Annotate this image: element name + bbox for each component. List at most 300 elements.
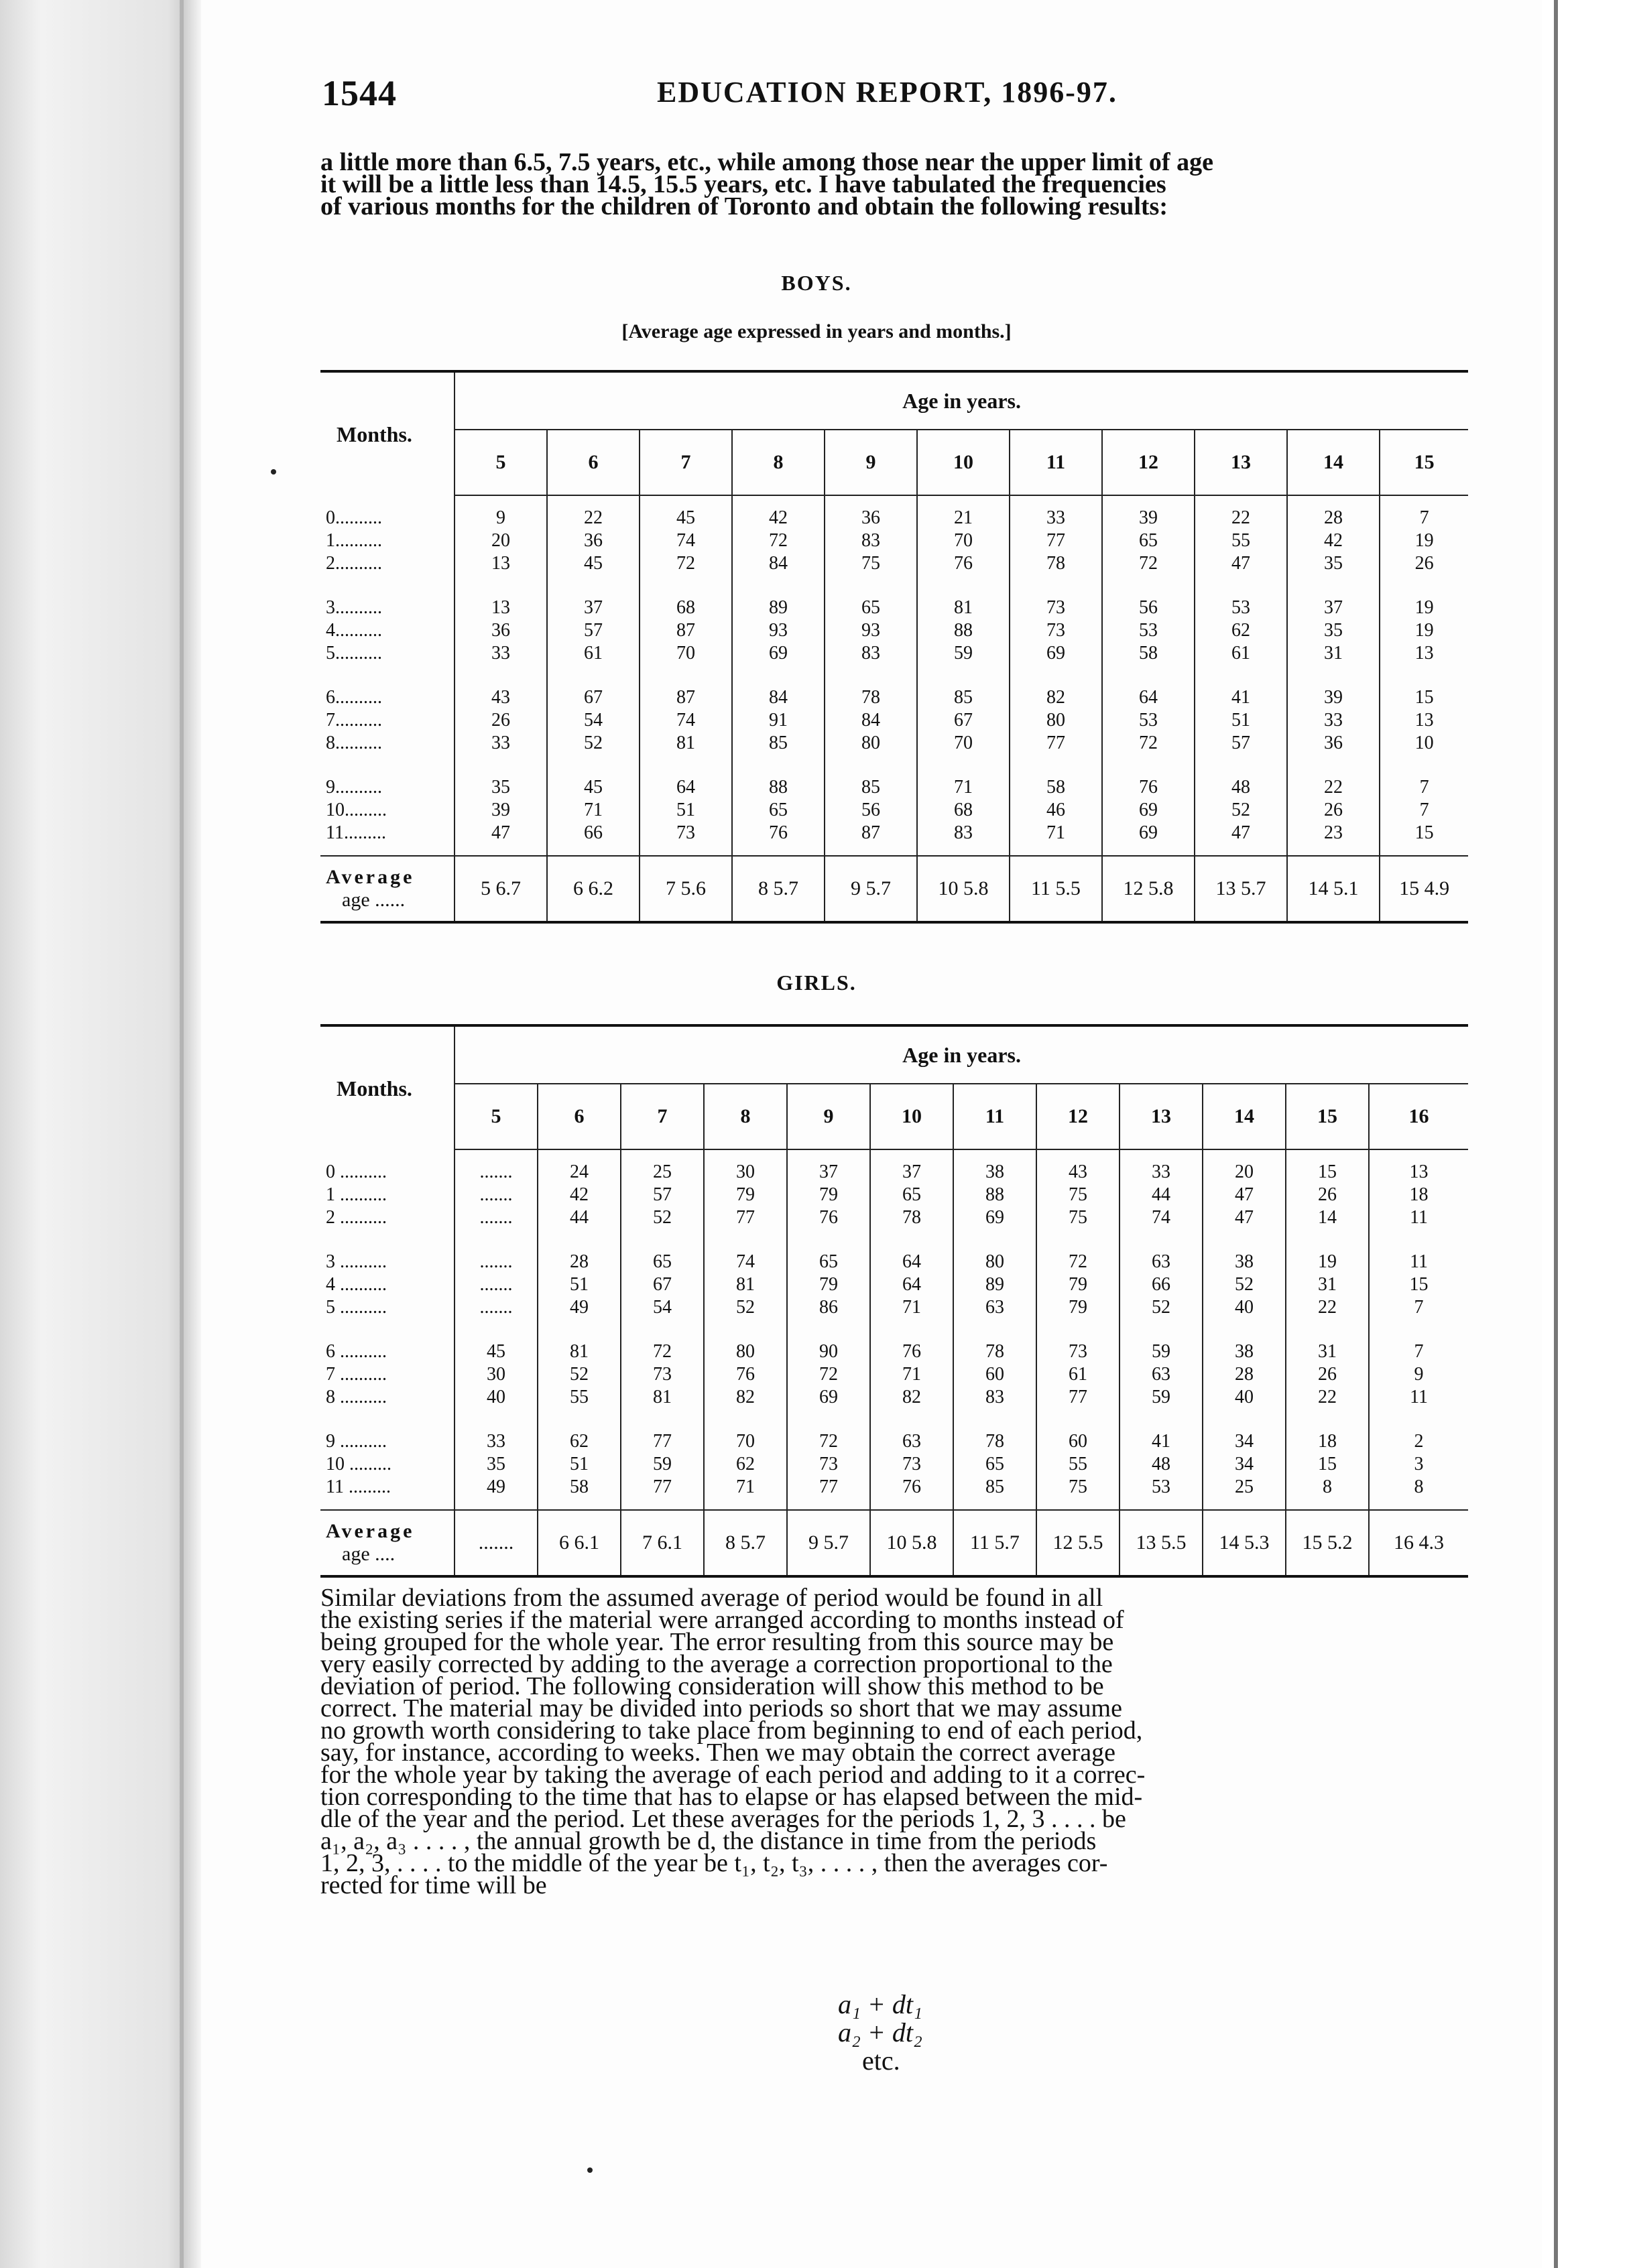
frequency-value: 28 — [1235, 1364, 1254, 1385]
girls-frequency-cell — [953, 1330, 1036, 1420]
intro-paragraph — [320, 148, 1467, 220]
frequency-value: 82 — [736, 1387, 755, 1407]
boys-age-column-header: 7 — [640, 430, 732, 495]
boys-age-column-header: 9 — [825, 430, 917, 495]
boys-frequency-cell — [455, 765, 547, 856]
frequency-value: 65 — [902, 1184, 921, 1205]
frequency-value: 73 — [1046, 597, 1065, 618]
boys-frequency-cell — [1195, 495, 1287, 586]
frequency-value: 28 — [570, 1251, 589, 1272]
frequency-value: 83 — [861, 643, 880, 664]
girls-age-column-header: 9 — [787, 1084, 870, 1149]
frequency-value: 19 — [1318, 1251, 1337, 1272]
frequency-value: 85 — [769, 733, 788, 753]
frequency-value: 73 — [902, 1454, 921, 1474]
frequency-value: 93 — [861, 620, 880, 641]
frequency-value: 75 — [861, 553, 880, 574]
boys-month-labels — [320, 765, 455, 856]
boys-frequency-cell — [1010, 676, 1102, 765]
frequency-value: 31 — [1318, 1274, 1337, 1295]
girls-frequency-cell — [704, 1240, 787, 1330]
frequency-value: 53 — [1139, 620, 1158, 641]
frequency-value: 79 — [1069, 1297, 1087, 1318]
frequency-value: 72 — [819, 1431, 838, 1452]
girls-average-row — [320, 1510, 1468, 1576]
girls-age-column-header: 13 — [1120, 1084, 1203, 1149]
frequency-value: 70 — [954, 530, 973, 551]
page-number: 1544 — [322, 73, 397, 113]
frequency-value: 58 — [1046, 777, 1065, 798]
girls-frequency-cell — [455, 1240, 538, 1330]
girls-average-value: ....... — [455, 1510, 538, 1576]
girls-average-value: 8 5.7 — [704, 1510, 787, 1576]
girls-average-value: 9 5.7 — [787, 1510, 870, 1576]
frequency-value: 90 — [819, 1341, 838, 1362]
frequency-value: 83 — [954, 822, 973, 843]
girls-month-labels — [320, 1240, 455, 1330]
running-head: EDUCATION REPORT, 1896-97. — [657, 76, 1117, 109]
girls-frequency-cell — [704, 1330, 787, 1420]
frequency-value: 7 — [1419, 800, 1429, 820]
frequency-value: 54 — [584, 710, 603, 731]
frequency-value: 64 — [902, 1251, 921, 1272]
frequency-value: 69 — [985, 1207, 1004, 1228]
frequency-value: 55 — [570, 1387, 589, 1407]
frequency-value: 37 — [902, 1161, 921, 1182]
boys-frequency-cell — [1010, 586, 1102, 676]
average-label-word: age .... — [342, 1543, 396, 1565]
month-label: 11 ......... — [326, 1476, 391, 1497]
frequency-value: ....... — [479, 1297, 513, 1318]
girls-frequency-cell — [1120, 1149, 1203, 1240]
frequency-value: 37 — [819, 1161, 838, 1182]
girls-age-column-header: 12 — [1036, 1084, 1120, 1149]
month-label: 2.......... — [326, 552, 382, 574]
month-label: 8 .......... — [326, 1387, 387, 1407]
frequency-value: 76 — [902, 1476, 921, 1497]
frequency-value: 39 — [1139, 507, 1158, 528]
girls-frequency-cell — [1369, 1420, 1468, 1510]
frequency-value: 78 — [985, 1431, 1004, 1452]
frequency-value: 74 — [1152, 1207, 1170, 1228]
correction-formula — [838, 1991, 922, 2075]
boys-frequency-cell — [1380, 495, 1468, 586]
frequency-value: 7 — [1414, 1297, 1424, 1318]
frequency-value: 52 — [1231, 800, 1250, 820]
boys-caption: BOYS. — [781, 271, 852, 295]
boys-frequency-cell — [917, 586, 1010, 676]
boys-frequency-cell — [1380, 586, 1468, 676]
frequency-value: 38 — [1235, 1341, 1254, 1362]
girls-average-value: 15 5.2 — [1286, 1510, 1369, 1576]
frequency-value: 65 — [653, 1251, 672, 1272]
boys-frequency-cell — [1102, 495, 1195, 586]
boys-frequency-cell — [1010, 765, 1102, 856]
frequency-value: 73 — [1069, 1341, 1087, 1362]
body-line: tion corresponding to the time that has to elapse or has elapsed between the mid- — [320, 1783, 1143, 1811]
frequency-value: 39 — [491, 800, 510, 820]
frequency-value: 13 — [491, 597, 510, 618]
boys-subcaption: [Average age expressed in years and months.] — [621, 320, 1012, 342]
page-header — [322, 72, 1488, 119]
frequency-value: 56 — [1139, 597, 1158, 618]
frequency-value: 51 — [676, 800, 695, 820]
boys-frequency-cell — [1287, 765, 1380, 856]
frequency-value: 78 — [861, 687, 880, 708]
frequency-value: 31 — [1324, 643, 1343, 664]
boys-average-value: 14 5.1 — [1287, 856, 1380, 922]
boys-frequency-cell — [825, 586, 917, 676]
frequency-value: 83 — [861, 530, 880, 551]
frequency-value: 14 — [1318, 1207, 1337, 1228]
frequency-value: 55 — [1231, 530, 1250, 551]
frequency-value: 77 — [736, 1207, 755, 1228]
frequency-value: 83 — [985, 1387, 1004, 1407]
boys-age-column-header: 11 — [1010, 430, 1102, 495]
boys-frequency-cell — [1102, 676, 1195, 765]
frequency-value: 69 — [1139, 800, 1158, 820]
frequency-value: 35 — [1324, 553, 1343, 574]
frequency-value: 9 — [496, 507, 505, 528]
frequency-value: 78 — [985, 1341, 1004, 1362]
frequency-value: 76 — [819, 1207, 838, 1228]
frequency-value: 35 — [491, 777, 510, 798]
frequency-value: 68 — [676, 597, 695, 618]
frequency-value: ....... — [479, 1161, 513, 1182]
frequency-value: 19 — [1414, 597, 1434, 618]
month-label: 7 .......... — [326, 1364, 387, 1385]
month-label: 4 .......... — [326, 1274, 387, 1295]
frequency-value: 58 — [570, 1476, 589, 1497]
frequency-value: 45 — [584, 553, 603, 574]
girls-age-column-header: 10 — [870, 1084, 953, 1149]
frequency-value: 11 — [1410, 1207, 1429, 1228]
frequency-value: 53 — [1152, 1476, 1170, 1497]
frequency-value: 11 — [1410, 1251, 1429, 1272]
frequency-value: 18 — [1318, 1431, 1337, 1452]
girls-frequency-cell — [1369, 1149, 1468, 1240]
frequency-value: 67 — [653, 1274, 672, 1295]
frequency-value: 15 — [1414, 822, 1434, 843]
boys-frequency-cell — [1195, 676, 1287, 765]
frequency-value: 18 — [1409, 1184, 1429, 1205]
boys-frequency-cell — [1102, 765, 1195, 856]
girls-frequency-cell — [704, 1149, 787, 1240]
frequency-value: 71 — [902, 1364, 921, 1385]
month-label: 9 .......... — [326, 1431, 387, 1452]
frequency-value: 59 — [653, 1454, 672, 1474]
boys-table-body — [320, 371, 1468, 922]
boys-frequency-cell — [732, 586, 825, 676]
body-line: say, for instance, according to weeks. Then we may obtain the correct average — [320, 1739, 1115, 1767]
frequency-value: 37 — [584, 597, 603, 618]
frequency-value: 26 — [1318, 1364, 1337, 1385]
frequency-value: 52 — [736, 1297, 755, 1318]
boys-frequency-cell — [825, 676, 917, 765]
frequency-value: 8 — [1414, 1476, 1424, 1497]
frequency-value: 48 — [1231, 777, 1250, 798]
boys-frequency-cell — [547, 586, 640, 676]
frequency-value: 76 — [954, 553, 973, 574]
frequency-value: 77 — [1046, 530, 1065, 551]
frequency-value: 47 — [1235, 1207, 1254, 1228]
frequency-value: 8 — [1323, 1476, 1332, 1497]
frequency-value: 11 — [1410, 1387, 1429, 1407]
girls-table-body — [320, 1025, 1468, 1576]
frequency-value: 9 — [1414, 1364, 1424, 1385]
girls-frequency-cell — [870, 1420, 953, 1510]
boys-frequency-cell — [640, 586, 732, 676]
frequency-value: 49 — [487, 1476, 505, 1497]
boys-frequency-cell — [1380, 676, 1468, 765]
girls-months-header: Months. — [320, 1025, 455, 1149]
boys-frequency-cell — [917, 676, 1010, 765]
girls-frequency-cell — [538, 1240, 621, 1330]
boys-average-value: 15 4.9 — [1380, 856, 1468, 922]
frequency-value: 77 — [819, 1476, 838, 1497]
frequency-value: 79 — [819, 1184, 838, 1205]
frequency-value: 38 — [1235, 1251, 1254, 1272]
boys-month-labels — [320, 495, 455, 586]
boys-age-column-header: 5 — [455, 430, 547, 495]
month-label: 3 .......... — [326, 1251, 387, 1272]
girls-average-value: 7 6.1 — [621, 1510, 704, 1576]
frequency-value: 81 — [570, 1341, 589, 1362]
boys-frequency-cell — [547, 495, 640, 586]
frequency-value: 38 — [985, 1161, 1004, 1182]
frequency-value: 52 — [1152, 1297, 1170, 1318]
body-line: a₁, a₂, a₃ . . . . , the annual growth be d, the distance in time from the periods — [320, 1827, 1097, 1855]
frequency-value: 62 — [736, 1454, 755, 1474]
frequency-value: 53 — [1139, 710, 1158, 731]
month-label: 10......... — [326, 800, 387, 820]
frequency-value: 93 — [769, 620, 788, 641]
frequency-value: 44 — [570, 1207, 589, 1228]
body-line: Similar deviations from the assumed average of period would be found in all — [320, 1584, 1103, 1612]
body-line: deviation of period. The following consideration will show this method to be — [320, 1672, 1104, 1700]
frequency-value: 21 — [954, 507, 973, 528]
frequency-value: 7 — [1419, 507, 1429, 528]
boys-average-value: 12 5.8 — [1102, 856, 1195, 922]
frequency-value: 82 — [1046, 687, 1065, 708]
month-label: 1.......... — [326, 529, 382, 551]
frequency-value: 47 — [1235, 1184, 1254, 1205]
girls-age-column-header: 11 — [953, 1084, 1036, 1149]
boys-average-value: 13 5.7 — [1195, 856, 1287, 922]
girls-frequency-cell — [1369, 1240, 1468, 1330]
formula-etc: etc. — [862, 2045, 900, 2076]
frequency-value: 34 — [1235, 1454, 1254, 1474]
girls-frequency-cell — [1036, 1240, 1120, 1330]
girls-frequency-cell — [1286, 1149, 1369, 1240]
girls-frequency-cell — [787, 1240, 870, 1330]
frequency-value: 15 — [1414, 687, 1434, 708]
frequency-value: 85 — [954, 687, 973, 708]
frequency-value: 89 — [769, 597, 788, 618]
frequency-value: 13 — [1409, 1161, 1429, 1182]
frequency-value: 73 — [653, 1364, 672, 1385]
frequency-value: 33 — [487, 1431, 505, 1452]
month-label: 5.......... — [326, 643, 382, 664]
boys-frequency-cell — [732, 495, 825, 586]
frequency-value: 49 — [570, 1297, 589, 1318]
frequency-value: 7 — [1419, 777, 1429, 798]
frequency-value: 86 — [819, 1297, 838, 1318]
frequency-value: 84 — [769, 687, 788, 708]
frequency-value: 88 — [769, 777, 788, 798]
frequency-value: 91 — [769, 710, 788, 731]
frequency-value: 65 — [769, 800, 788, 820]
body-line: correct. The material may be divided into periods so short that we may assume — [320, 1694, 1122, 1722]
frequency-value: ....... — [479, 1251, 513, 1272]
boys-month-labels — [320, 586, 455, 676]
frequency-value: 41 — [1152, 1431, 1170, 1452]
frequency-value: 40 — [487, 1387, 505, 1407]
girls-frequency-cell — [870, 1240, 953, 1330]
girls-average-value: 12 5.5 — [1036, 1510, 1120, 1576]
frequency-value: 72 — [1139, 733, 1158, 753]
girls-age-column-header: 5 — [455, 1084, 538, 1149]
month-label: 8.......... — [326, 733, 382, 753]
girls-age-column-header: 15 — [1286, 1084, 1369, 1149]
body-line: very easily corrected by adding to the average a correction proportional to the — [320, 1650, 1113, 1678]
frequency-value: 64 — [902, 1274, 921, 1295]
frequency-value: 51 — [1231, 710, 1250, 731]
frequency-value: 44 — [1152, 1184, 1170, 1205]
frequency-value: 69 — [769, 643, 788, 664]
frequency-value: 20 — [1235, 1161, 1254, 1182]
frequency-value: 25 — [653, 1161, 672, 1182]
girls-frequency-cell — [1203, 1240, 1286, 1330]
frequency-value: 30 — [487, 1364, 505, 1385]
frequency-value: 76 — [736, 1364, 755, 1385]
boys-average-row — [320, 856, 1468, 922]
frequency-value: 79 — [736, 1184, 755, 1205]
month-label: 4.......... — [326, 620, 382, 641]
frequency-value: 52 — [584, 733, 603, 753]
boys-age-column-header: 10 — [917, 430, 1010, 495]
average-label-word: Average — [326, 1520, 415, 1542]
month-label: 1 .......... — [326, 1184, 387, 1205]
month-label: 10 ......... — [326, 1454, 391, 1474]
boys-frequency-cell — [1102, 586, 1195, 676]
frequency-value: 22 — [1231, 507, 1250, 528]
month-label: 0.......... — [326, 507, 382, 528]
girls-frequency-cell — [621, 1420, 704, 1510]
frequency-value: 25 — [1235, 1476, 1254, 1497]
body-line: being grouped for the whole year. The error resulting from this source may be — [320, 1628, 1114, 1656]
girls-average-value: 13 5.5 — [1120, 1510, 1203, 1576]
frequency-value: 42 — [769, 507, 788, 528]
frequency-value: 51 — [570, 1274, 589, 1295]
intro-line: of various months for the children of Toronto and obtain the following results: — [320, 192, 1168, 220]
frequency-value: 41 — [1231, 687, 1250, 708]
frequency-value: 33 — [1324, 710, 1343, 731]
boys-frequency-cell — [455, 495, 547, 586]
frequency-value: 72 — [653, 1341, 672, 1362]
frequency-value: 64 — [676, 777, 695, 798]
girls-frequency-cell — [621, 1330, 704, 1420]
frequency-value: 88 — [985, 1184, 1004, 1205]
frequency-value: 85 — [861, 777, 880, 798]
girls-frequency-cell — [953, 1240, 1036, 1330]
frequency-value: 75 — [1069, 1207, 1087, 1228]
frequency-value: 22 — [584, 507, 603, 528]
boys-frequency-cell — [640, 765, 732, 856]
boys-average-label — [320, 856, 455, 922]
boys-frequency-cell — [825, 765, 917, 856]
average-label-word: Average — [326, 866, 415, 888]
girls-frequency-cell — [455, 1420, 538, 1510]
intro-line: it will be a little less than 14.5, 15.5 years, etc. I have tabulated the frequencies — [320, 170, 1166, 198]
frequency-value: 42 — [570, 1184, 589, 1205]
frequency-value: 80 — [736, 1341, 755, 1362]
month-label: 6 .......... — [326, 1341, 387, 1362]
frequency-value: 84 — [769, 553, 788, 574]
frequency-value: 60 — [1069, 1431, 1087, 1452]
boys-table — [320, 370, 1468, 924]
boys-frequency-cell — [1287, 495, 1380, 586]
frequency-value: 42 — [1324, 530, 1343, 551]
frequency-value: 20 — [491, 530, 510, 551]
boys-age-column-header: 8 — [732, 430, 825, 495]
boys-frequency-cell — [825, 495, 917, 586]
frequency-value: 87 — [676, 687, 695, 708]
frequency-value: 81 — [954, 597, 973, 618]
boys-month-group-row — [320, 676, 1468, 765]
frequency-value: 77 — [653, 1431, 672, 1452]
boys-frequency-cell — [1195, 765, 1287, 856]
boys-frequency-cell — [1010, 495, 1102, 586]
girls-frequency-cell — [455, 1149, 538, 1240]
frequency-value: 57 — [584, 620, 603, 641]
frequency-value: 74 — [676, 710, 695, 731]
frequency-value: 30 — [736, 1161, 755, 1182]
frequency-value: 19 — [1414, 530, 1434, 551]
girls-frequency-cell — [1286, 1240, 1369, 1330]
frequency-value: ....... — [479, 1207, 513, 1228]
frequency-value: 57 — [653, 1184, 672, 1205]
frequency-value: 68 — [954, 800, 973, 820]
girls-average-value: 14 5.3 — [1203, 1510, 1286, 1576]
frequency-value: 64 — [1139, 687, 1158, 708]
girls-frequency-cell — [1203, 1420, 1286, 1510]
frequency-value: 54 — [653, 1297, 672, 1318]
boys-frequency-cell — [455, 586, 547, 676]
frequency-value: 56 — [861, 800, 880, 820]
frequency-value: 69 — [819, 1387, 838, 1407]
boys-age-column-header: 13 — [1195, 430, 1287, 495]
girls-month-group-row — [320, 1149, 1468, 1240]
girls-frequency-cell — [1036, 1420, 1120, 1510]
boys-frequency-cell — [640, 495, 732, 586]
girls-frequency-cell — [870, 1330, 953, 1420]
girls-frequency-cell — [1203, 1149, 1286, 1240]
frequency-value: 81 — [653, 1387, 672, 1407]
body-line: no growth worth considering to take place from beginning to end of each period, — [320, 1716, 1143, 1745]
frequency-value: 66 — [1152, 1274, 1170, 1295]
frequency-value: 79 — [1069, 1274, 1087, 1295]
girls-frequency-cell — [1036, 1149, 1120, 1240]
girls-frequency-cell — [1286, 1420, 1369, 1510]
frequency-value: 74 — [736, 1251, 755, 1272]
girls-age-column-header: 7 — [621, 1084, 704, 1149]
girls-average-value: 6 6.1 — [538, 1510, 621, 1576]
month-label: 9.......... — [326, 777, 382, 798]
frequency-value: 61 — [1069, 1364, 1087, 1385]
frequency-value: 72 — [819, 1364, 838, 1385]
body-line: 1, 2, 3, . . . . to the middle of the year be t₁, t₂, t₃, . . . . , then the averages cor- — [320, 1849, 1108, 1877]
